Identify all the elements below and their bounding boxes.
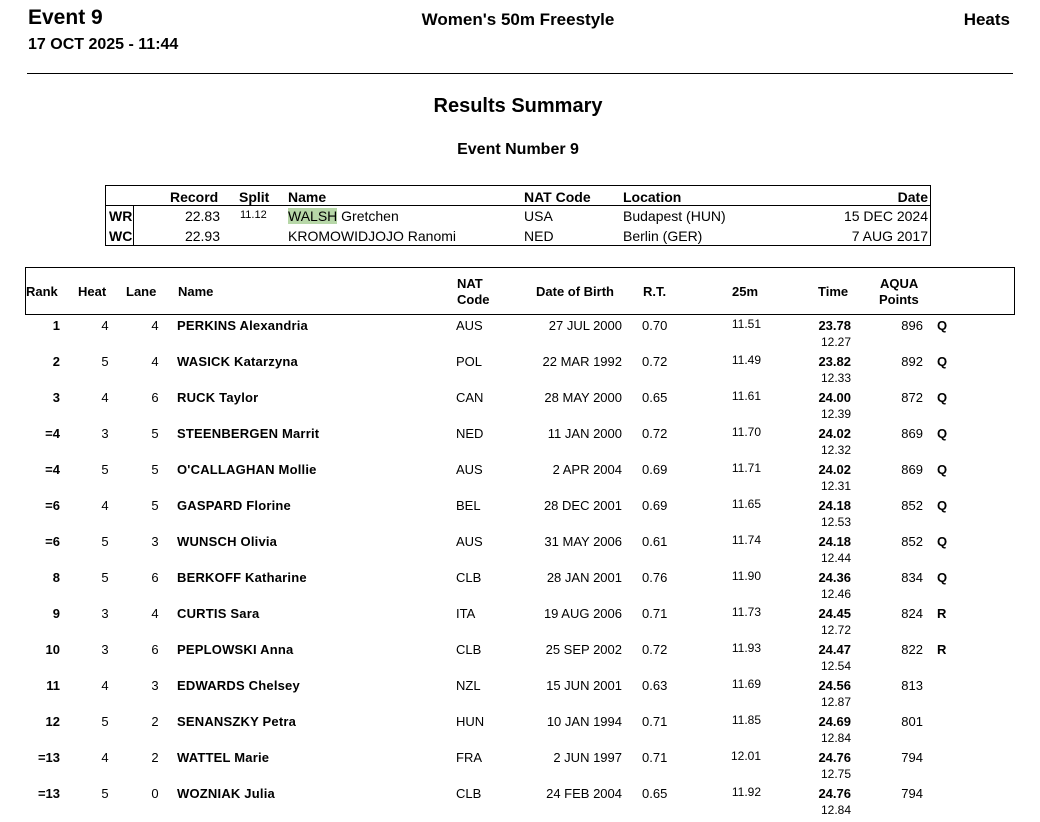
split-25m: 11.85 [731,713,761,727]
dob-cell: 2 JUN 1997 [553,750,622,765]
heat-cell: 4 [101,678,109,693]
second-split: 12.46 [820,587,851,601]
split-25m: 11.71 [731,461,761,475]
athlete-name: WUNSCH Olivia [177,534,278,549]
athlete-name: RUCK Taylor [177,390,259,405]
lane-cell: 2 [151,714,159,729]
nat-cell: CLB [456,786,482,801]
lane-cell: 4 [151,606,159,621]
records-table [105,185,931,246]
records-header-record: Record [170,189,219,205]
qualification-badge: Q [937,318,948,333]
athlete-name: EDWARDS Chelsey [177,678,300,693]
dob-cell: 24 FEB 2004 [546,786,622,801]
qualification-badge: Q [937,354,948,369]
athlete-name: BERKOFF Katharine [177,570,307,585]
nat-cell: BEL [456,498,481,513]
second-split: 12.44 [820,551,851,565]
second-split: 12.33 [820,371,851,385]
heat-cell: 5 [101,462,109,477]
record-time: 22.83 [184,208,220,224]
final-time: 24.76 [818,786,851,801]
split-25m: 11.69 [731,677,761,691]
page-title: Results Summary [433,95,603,117]
col-rt: R.T. [643,284,667,299]
table-row [0,570,1040,606]
aqua-points: 794 [901,786,923,801]
qualification-badge: Q [937,426,948,441]
event-label: Event 9 [28,6,103,29]
athlete-name: PEPLOWSKI Anna [177,642,294,657]
aqua-points: 852 [901,498,923,513]
heat-cell: 5 [101,786,109,801]
nat-cell: FRA [456,750,482,765]
rank-cell: 12 [45,714,60,729]
aqua-points: 801 [901,714,923,729]
final-time: 24.56 [818,678,851,693]
second-split: 12.84 [820,731,851,745]
col-lane: Lane [126,284,157,299]
reaction-time: 0.72 [642,642,668,657]
record-location: Berlin (GER) [623,228,703,244]
second-split: 12.72 [820,623,851,637]
record-holder-surname: WALSH [288,208,338,224]
nat-cell: CLB [456,642,482,657]
record-holder [288,228,456,244]
rank-cell: =4 [45,426,60,441]
dob-cell: 10 JAN 1994 [546,714,622,729]
final-time: 24.76 [818,750,851,765]
second-split: 12.27 [820,335,851,349]
split-25m: 11.73 [731,605,761,619]
col-name: Name [178,284,214,299]
split-25m: 11.93 [731,641,761,655]
reaction-time: 0.61 [642,534,668,549]
reaction-time: 0.69 [642,498,668,513]
lane-cell: 6 [151,642,159,657]
table-row [0,498,1040,534]
split-25m: 11.49 [731,353,761,367]
col-heat: Heat [78,284,107,299]
rank-cell: 3 [52,390,60,405]
split-25m: 11.74 [731,533,761,547]
aqua-points: 822 [901,642,923,657]
final-time: 23.82 [818,354,851,369]
heat-cell: 4 [101,318,109,333]
table-row [0,750,1040,786]
athlete-name: WOZNIAK Julia [177,786,275,801]
heat-cell: 5 [101,354,109,369]
record-holder-surname: KROMOWIDJOJO [288,228,404,244]
table-row [0,642,1040,678]
table-row [0,462,1040,498]
nat-cell: AUS [456,318,483,333]
nat-cell: ITA [456,606,476,621]
qualification-badge: Q [937,462,948,477]
header-divider [27,73,1013,74]
nat-cell: CLB [456,570,482,585]
rank-cell: =4 [45,462,60,477]
dob-cell: 28 JAN 2001 [546,570,622,585]
rank-cell: =6 [45,498,60,513]
second-split: 12.53 [820,515,851,529]
qualification-badge: Q [937,534,948,549]
athlete-name: WASICK Katarzyna [177,354,298,369]
athlete-name: PERKINS Alexandria [177,318,308,333]
table-row [0,426,1040,462]
records-header-nat: NAT Code [524,189,591,205]
aqua-points: 869 [901,462,923,477]
record-type: WR [109,208,133,224]
final-time: 24.02 [818,426,851,441]
lane-cell: 6 [151,570,159,585]
final-time: 24.36 [818,570,851,585]
lane-cell: 3 [151,534,159,549]
table-row [0,786,1040,822]
aqua-points: 872 [901,390,923,405]
reaction-time: 0.72 [642,354,668,369]
rank-cell: 9 [52,606,60,621]
dob-cell: 25 SEP 2002 [545,642,622,657]
athlete-name: CURTIS Sara [177,606,260,621]
split-25m: 11.70 [731,425,761,439]
table-row [0,678,1040,714]
rank-cell: 11 [46,678,60,693]
records-header-location: Location [623,189,682,205]
table-row [0,606,1040,642]
record-nat: USA [524,208,553,224]
table-row [0,714,1040,750]
table-row [0,354,1040,390]
reaction-time: 0.63 [642,678,668,693]
heat-cell: 3 [101,606,109,621]
record-split: 11.12 [240,209,267,221]
second-split: 12.32 [820,443,851,457]
results-header [25,267,1015,315]
second-split: 12.84 [820,803,851,817]
final-time: 24.00 [818,390,851,405]
rank-cell: 2 [52,354,60,369]
nat-cell: CAN [456,390,484,405]
split-25m: 11.51 [731,317,761,331]
nat-cell: AUS [456,534,483,549]
athlete-name: STEENBERGEN Marrit [177,426,320,441]
reaction-time: 0.71 [642,750,668,765]
heat-cell: 5 [101,534,109,549]
record-holder-given: Ranomi [407,228,457,244]
lane-cell: 5 [151,498,159,513]
second-split: 12.39 [820,407,851,421]
split-25m: 12.01 [730,749,761,763]
nat-cell: NZL [456,678,481,693]
dob-cell: 2 APR 2004 [552,462,622,477]
rank-cell: 10 [45,642,60,657]
record-time: 22.93 [184,228,220,244]
page-subtitle: Event Number 9 [457,141,579,158]
dob-cell: 11 JAN 2000 [547,426,622,441]
records-header-split: Split [239,189,270,205]
reaction-time: 0.76 [642,570,668,585]
heat-cell: 4 [101,390,109,405]
record-holder-given: Gretchen [341,208,399,224]
split-25m: 11.92 [731,785,761,799]
rank-cell: =6 [45,534,60,549]
heat-cell: 4 [101,498,109,513]
aqua-points: 896 [901,318,923,333]
event-phase: Heats [963,10,1010,29]
col-nat: NAT [457,276,483,291]
qualification-badge: R [937,642,947,657]
record-location: Budapest (HUN) [623,208,726,224]
aqua-points: 852 [901,534,923,549]
nat-cell: POL [456,354,483,369]
col-dob: Date of Birth [536,284,614,299]
lane-cell: 4 [151,318,159,333]
records-type-divider [133,205,134,245]
col-points: AQUA [880,276,919,291]
nat-cell: AUS [456,462,483,477]
final-time: 24.18 [818,498,851,513]
records-header-divider [106,205,930,206]
table-row [0,534,1040,570]
reaction-time: 0.71 [642,714,668,729]
second-split: 12.54 [820,659,851,673]
rank-cell: 8 [52,570,60,585]
dob-cell: 15 JUN 2001 [546,678,622,693]
athlete-name: O'CALLAGHAN Mollie [177,462,317,477]
event-datetime: 17 OCT 2025 - 11:44 [28,36,179,53]
rank-cell: 1 [52,318,60,333]
col-rank: Rank [26,284,58,299]
table-row [0,390,1040,426]
dob-cell: 19 AUG 2006 [543,606,622,621]
lane-cell: 0 [151,786,159,801]
reaction-time: 0.69 [642,462,668,477]
final-time: 24.02 [818,462,851,477]
athlete-name: GASPARD Florine [177,498,291,513]
dob-cell: 28 DEC 2001 [543,498,622,513]
rank-cell: =13 [37,786,60,801]
final-time: 24.18 [818,534,851,549]
event-title: Women's 50m Freestyle [421,10,615,29]
heat-cell: 3 [101,426,109,441]
aqua-points: 892 [901,354,923,369]
col-time: Time [818,284,849,299]
heat-cell: 4 [101,750,109,765]
col-nat-code: Code [457,292,490,307]
heat-cell: 5 [101,714,109,729]
table-row [0,318,1040,354]
dob-cell: 31 MAY 2006 [544,534,622,549]
record-date: 7 AUG 2017 [851,228,928,244]
nat-cell: NED [456,426,484,441]
aqua-points: 824 [901,606,923,621]
qualification-badge: R [937,606,947,621]
nat-cell: HUN [456,714,485,729]
final-time: 24.47 [818,642,851,657]
aqua-points: 834 [901,570,923,585]
second-split: 12.75 [820,767,851,781]
aqua-points: 869 [901,426,923,441]
record-nat: NED [524,228,554,244]
lane-cell: 4 [151,354,159,369]
records-header-name: Name [288,189,327,205]
qualification-badge: Q [937,498,948,513]
dob-cell: 27 JUL 2000 [548,318,622,333]
lane-cell: 2 [151,750,159,765]
final-time: 24.45 [818,606,851,621]
qualification-badge: Q [937,390,948,405]
lane-cell: 5 [151,462,159,477]
lane-cell: 6 [151,390,159,405]
lane-cell: 5 [151,426,159,441]
aqua-points: 794 [901,750,923,765]
split-25m: 11.90 [731,569,761,583]
reaction-time: 0.65 [642,390,668,405]
records-header-date: Date [897,189,928,205]
reaction-time: 0.71 [642,606,668,621]
reaction-time: 0.72 [642,426,668,441]
dob-cell: 28 MAY 2000 [544,390,622,405]
col-25m: 25m [732,284,759,299]
split-25m: 11.65 [731,497,761,511]
aqua-points: 813 [901,678,923,693]
record-type: WC [109,228,133,244]
record-date: 15 DEC 2024 [843,208,928,224]
dob-cell: 22 MAR 1992 [542,354,622,369]
col-points-label: Points [879,292,919,307]
qualification-badge: Q [937,570,948,585]
second-split: 12.87 [820,695,851,709]
lane-cell: 3 [151,678,159,693]
final-time: 23.78 [818,318,851,333]
heat-cell: 3 [101,642,109,657]
second-split: 12.31 [820,479,851,493]
rank-cell: =13 [37,750,60,765]
split-25m: 11.61 [731,389,761,403]
athlete-name: SENANSZKY Petra [177,714,297,729]
reaction-time: 0.70 [642,318,668,333]
reaction-time: 0.65 [642,786,668,801]
heat-cell: 5 [101,570,109,585]
record-holder [288,208,399,224]
final-time: 24.69 [818,714,851,729]
athlete-name: WATTEL Marie [177,750,270,765]
